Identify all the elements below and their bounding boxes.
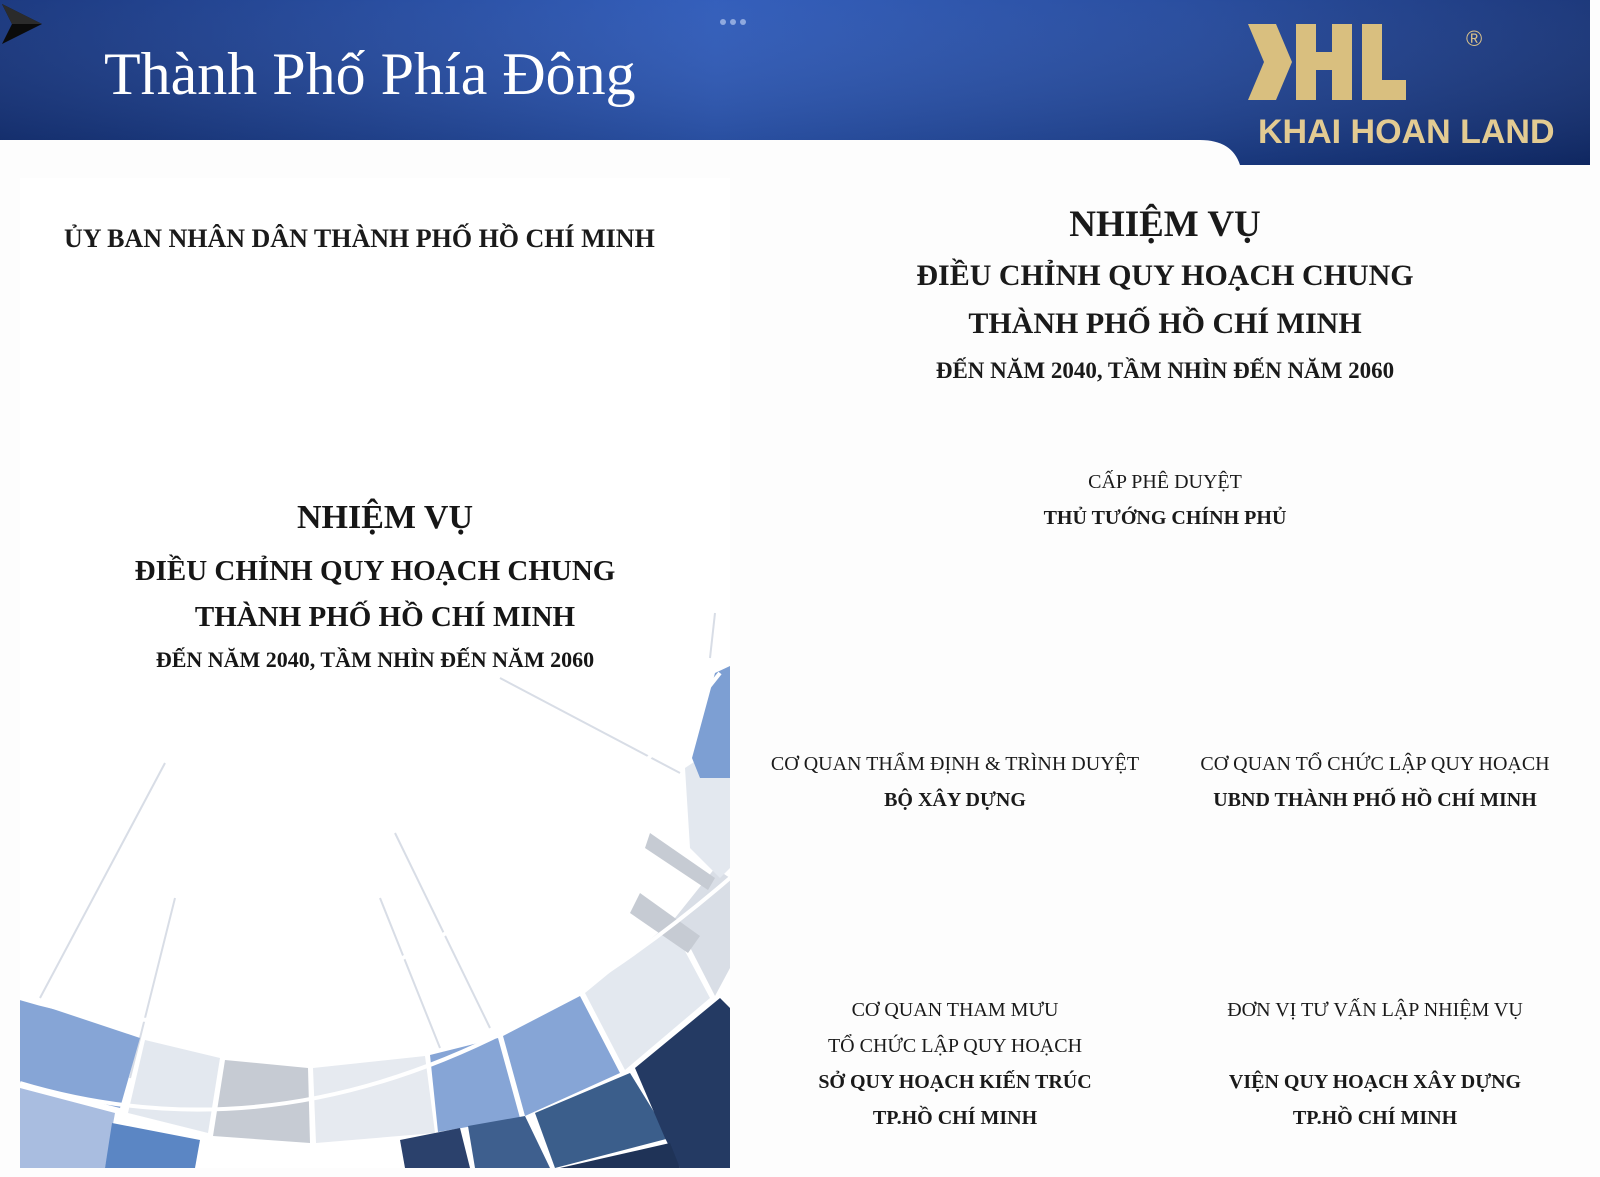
document-subtitle-3: ĐẾN NĂM 2040, TẦM NHÌN ĐẾN NĂM 2060: [935, 358, 1395, 383]
appraisal-section: [740, 746, 1170, 818]
cover-subtitle-2: THÀNH PHỐ HỒ CHÍ MINH: [194, 601, 576, 633]
organizer-label: CƠ QUAN TỔ CHỨC LẬP QUY HOẠCH: [1200, 753, 1550, 775]
cover-title: NHIỆM VỤ: [297, 499, 473, 536]
header-band: [0, 0, 1600, 170]
cover-subtitle-3: ĐẾN NĂM 2040, TẦM NHÌN ĐẾN NĂM 2060: [155, 647, 595, 672]
consultant-spacer: [1160, 1028, 1590, 1064]
logo-name: KHAI HOAN LAND: [1258, 113, 1555, 151]
consultant-section: [1160, 992, 1590, 1136]
arrow-bullet-icon: [0, 0, 44, 48]
document-title: NHIỆM VỤ: [1069, 204, 1261, 245]
slide-title: Thành Phố Phía Đông: [104, 41, 636, 107]
consultant-label: ĐƠN VỊ TƯ VẤN LẬP NHIỆM VỤ: [1227, 999, 1523, 1021]
company-logo: [1248, 20, 1578, 160]
document-page: [740, 178, 1590, 1168]
khl-logo-mark-icon: [1248, 20, 1408, 104]
advisory-section: [740, 992, 1170, 1136]
advisory-value-2: TP.HỒ CHÍ MINH: [872, 1107, 1038, 1129]
consultant-value-2: TP.HỒ CHÍ MINH: [1292, 1107, 1458, 1129]
organizer-section: [1160, 746, 1590, 818]
cover-title-block: [20, 496, 730, 680]
approval-label: CẤP PHÊ DUYỆT: [1088, 471, 1242, 493]
advisory-label-2: TỔ CHỨC LẬP QUY HOẠCH: [827, 1035, 1083, 1057]
appraisal-label: CƠ QUAN THẨM ĐỊNH & TRÌNH DUYỆT: [770, 753, 1140, 775]
advisory-value-1: SỞ QUY HOẠCH KIẾN TRÚC: [818, 1071, 1092, 1093]
document-subtitle-1: ĐIỀU CHỈNH QUY HOẠCH CHUNG: [916, 259, 1414, 292]
consultant-value-1: VIỆN QUY HOẠCH XÂY DỰNG: [1228, 1071, 1522, 1093]
drag-handle-dots: [720, 12, 750, 30]
cover-page: [20, 178, 730, 1168]
advisory-label-1: CƠ QUAN THAM MƯU: [851, 999, 1059, 1021]
cover-subtitle-1: ĐIỀU CHỈNH QUY HOẠCH CHUNG: [134, 555, 616, 587]
approval-section: [740, 464, 1590, 536]
appraisal-value: BỘ XÂY DỰNG: [884, 789, 1026, 811]
document-subtitle-2: THÀNH PHỐ HỒ CHÍ MINH: [968, 307, 1362, 340]
registered-mark: ®: [1466, 26, 1483, 51]
organizer-value: UBND THÀNH PHỐ HỒ CHÍ MINH: [1213, 789, 1537, 811]
approval-value: THỦ TƯỚNG CHÍNH PHỦ: [1043, 507, 1287, 529]
document-title-block: [740, 198, 1590, 394]
cover-organization: ỦY BAN NHÂN DÂN THÀNH PHỐ HỒ CHÍ MINH: [64, 224, 655, 253]
